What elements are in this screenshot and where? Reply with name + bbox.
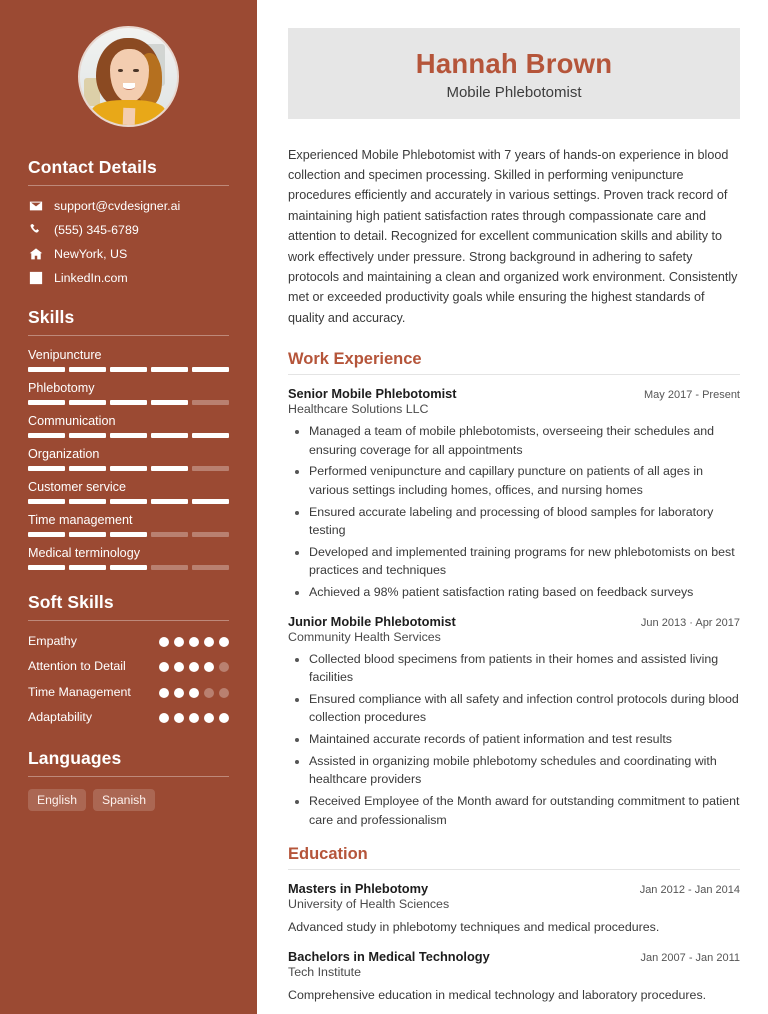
bullet-item: • Ensured accurate labeling and processing of blood samples for laboratory testing [309, 503, 740, 540]
skill-item [28, 414, 229, 438]
divider [28, 620, 229, 621]
entry-description: Advanced study in phlebotomy techniques and medical procedures. [288, 920, 660, 935]
entry-header [288, 949, 740, 964]
contact-location-label: NewYork, US [54, 246, 128, 261]
skill-bar-segment [192, 466, 229, 471]
envelope-icon [28, 198, 43, 213]
skill-bar-segment [192, 532, 229, 537]
rating-dot [159, 713, 169, 723]
skill-bar-segment [28, 433, 65, 438]
work-experience-list [288, 386, 740, 829]
contact-item-email[interactable] [28, 198, 229, 213]
skill-bar-segment [151, 499, 188, 504]
avatar [78, 26, 179, 127]
contact-phone-label: (555) 345-6789 [54, 222, 139, 237]
skill-level-bar [28, 565, 229, 570]
language-tag: Spanish [93, 789, 155, 811]
divider [28, 185, 229, 186]
bullet-item: • Collected blood specimens from patients in their homes and assisted living facilities [309, 650, 740, 687]
skill-bar-segment [28, 499, 65, 504]
skill-bar-segment [110, 499, 147, 504]
skill-level-bar [28, 367, 229, 372]
avatar-container [28, 26, 229, 127]
soft-skill-item [28, 633, 229, 649]
rating-dot [189, 688, 199, 698]
skill-bar-segment [192, 367, 229, 372]
skill-bar-segment [28, 400, 65, 405]
soft-skill-label: Attention to Detail [28, 659, 126, 674]
skill-bar-segment [192, 499, 229, 504]
home-icon [28, 246, 43, 261]
contact-details-heading: Contact Details [28, 157, 157, 177]
contact-details-block [28, 157, 229, 285]
rating-dot [219, 662, 229, 672]
soft-skill-item [28, 658, 229, 674]
page-title: Hannah Brown [415, 48, 613, 79]
linkedin-icon [28, 270, 43, 285]
skill-bar-segment [110, 367, 147, 372]
entry-title: Junior Mobile Phlebotomist [288, 613, 456, 629]
soft-skills-block [28, 592, 229, 726]
divider [28, 776, 229, 777]
skill-label: Phlebotomy [28, 381, 95, 395]
rating-dot [189, 637, 199, 647]
name-card [288, 28, 740, 119]
skill-bar-segment [69, 565, 106, 570]
skill-level-bar [28, 400, 229, 405]
skill-label: Time management [28, 513, 133, 527]
skill-item [28, 480, 229, 504]
bullet-item: • Achieved a 98% patient satisfaction rating based on feedback surveys [309, 583, 740, 602]
soft-skill-label: Adaptability [28, 710, 93, 725]
soft-skill-rating [159, 709, 229, 723]
work-experience-heading: Work Experience [288, 350, 422, 369]
photo-eye-right [133, 69, 138, 72]
skill-label: Medical terminology [28, 546, 140, 560]
entry-organization: Community Health Services [288, 629, 441, 644]
skill-item [28, 447, 229, 471]
skill-bar-segment [69, 367, 106, 372]
bullet-item: • Ensured compliance with all safety and infection control protocols during blood collection procedures [309, 690, 740, 727]
skill-bar-segment [28, 466, 65, 471]
divider [28, 335, 229, 336]
entry-description: Comprehensive education in medical technology and laboratory procedures. [288, 988, 707, 1003]
soft-skills-list [28, 633, 229, 726]
rating-dot [219, 688, 229, 698]
skill-level-bar [28, 466, 229, 471]
skill-item [28, 513, 229, 537]
entry-date: Jan 2012 - Jan 2014 [639, 884, 740, 897]
skill-label: Communication [28, 414, 116, 428]
skill-bar-segment [69, 400, 106, 405]
skill-bar-segment [151, 565, 188, 570]
entry-date: Jan 2007 - Jan 2011 [640, 952, 740, 965]
skill-bar-segment [110, 565, 147, 570]
entry-date: May 2017 - Present [644, 389, 740, 402]
bullet-item: • Received Employee of the Month award for outstanding commitment to patient care and professionalism [309, 792, 740, 829]
education-section [288, 845, 740, 1005]
rating-dot [219, 637, 229, 647]
bullet-item: • Assisted in organizing mobile phlebotomy schedules and coordinating with healthcare providers [309, 752, 740, 789]
skill-bar-segment [69, 466, 106, 471]
entry-bullet-list [288, 650, 740, 829]
skill-bar-segment [28, 532, 65, 537]
soft-skill-rating [159, 684, 229, 698]
job-title: Mobile Phlebotomist [446, 83, 582, 101]
rating-dot [159, 637, 169, 647]
rating-dot [174, 637, 184, 647]
skill-bar-segment [110, 400, 147, 405]
skill-label: Organization [28, 447, 100, 461]
bullet-item: • Maintained accurate records of patient information and test results [309, 730, 740, 749]
skill-bar-segment [151, 367, 188, 372]
skill-label: Venipuncture [28, 348, 102, 362]
photo-collar [122, 107, 134, 125]
bullet-item: • Developed and implemented training programs for new phlebotomists on best practices and techniques [309, 543, 740, 580]
rating-dot [189, 662, 199, 672]
entry-title: Senior Mobile Phlebotomist [288, 386, 457, 402]
soft-skill-rating [159, 658, 229, 672]
skill-bar-segment [28, 565, 65, 570]
rating-dot [174, 688, 184, 698]
skill-bar-segment [110, 532, 147, 537]
education-list [288, 881, 740, 1005]
rating-dot [204, 713, 214, 723]
sidebar [0, 0, 257, 1014]
main-content [257, 0, 768, 1014]
contact-email-label: support@cvdesigner.ai [54, 198, 181, 213]
rating-dot [204, 637, 214, 647]
rating-dot [174, 662, 184, 672]
skill-level-bar [28, 532, 229, 537]
skill-bar-segment [151, 532, 188, 537]
entry-date: Jun 2013 · Apr 2017 [640, 616, 740, 629]
rating-dot [189, 713, 199, 723]
skill-level-bar [28, 499, 229, 504]
skills-block [28, 307, 229, 570]
contact-item-linkedin[interactable] [28, 270, 229, 285]
skill-bar-segment [110, 466, 147, 471]
language-tag: English [28, 789, 86, 811]
soft-skill-label: Empathy [28, 634, 77, 648]
skill-bar-segment [192, 565, 229, 570]
bullet-item: • Managed a team of mobile phlebotomists, overseeing their schedules and ensuring coverage for all appointments [309, 422, 740, 459]
skill-bar-segment [69, 499, 106, 504]
divider [288, 374, 740, 375]
skill-item [28, 381, 229, 405]
skills-list [28, 348, 229, 570]
skill-level-bar [28, 433, 229, 438]
soft-skill-rating [159, 633, 229, 647]
skill-item [28, 348, 229, 372]
entry-header [288, 614, 740, 629]
soft-skills-heading: Soft Skills [28, 592, 114, 612]
entry-organization: University of Health Sciences [288, 897, 450, 912]
rating-dot [204, 662, 214, 672]
skill-bar-segment [110, 433, 147, 438]
entry-title: Bachelors in Medical Technology [288, 949, 490, 965]
skills-heading: Skills [28, 307, 75, 327]
soft-skill-item [28, 684, 229, 700]
soft-skill-label: Time Management [28, 684, 131, 699]
rating-dot [159, 688, 169, 698]
languages-list [28, 789, 229, 811]
skill-bar-segment [192, 400, 229, 405]
skill-bar-segment [69, 433, 106, 438]
rating-dot [159, 662, 169, 672]
entry-header [288, 881, 740, 896]
resume-entry [288, 949, 740, 1005]
skill-item [28, 546, 229, 570]
languages-block [28, 748, 229, 811]
soft-skill-item [28, 709, 229, 725]
rating-dot [174, 713, 184, 723]
professional-summary: Experienced Mobile Phlebotomist with 7 years of hands-on experience in blood collection and specimen processing. Skilled in performing venipuncture procedures efficiently and accurately in various settings. Proven track record of maintaining high patient satisfaction rates through compassionate care and attention to detail. Recognized for excellent communication skills and ability to work effectively under pressure. Strong background in adhering to safety protocols and maintaining a clean and organized work environment. Consistently met or exceeded productivity goals while ensuring the highest standards of quality and accuracy. [288, 147, 738, 325]
bullet-item: • Performed venipuncture and capillary puncture on patients of all ages in various settings including homes, offices, and nursing homes [309, 462, 740, 499]
work-experience-section [288, 350, 740, 829]
skill-bar-segment [192, 433, 229, 438]
resume-entry [288, 386, 740, 601]
skill-bar-segment [151, 433, 188, 438]
entry-bullet-list [288, 422, 740, 601]
skill-bar-segment [151, 466, 188, 471]
resume-entry [288, 614, 740, 829]
divider [288, 869, 740, 870]
skill-bar-segment [151, 400, 188, 405]
entry-title: Masters in Phlebotomy [288, 881, 429, 897]
resume-entry [288, 881, 740, 937]
contact-linkedin-label: LinkedIn.com [54, 270, 128, 285]
contact-item-location[interactable] [28, 246, 229, 261]
phone-icon [28, 222, 43, 237]
skill-label: Customer service [28, 480, 126, 494]
entry-organization: Tech Institute [288, 965, 362, 980]
skill-bar-segment [69, 532, 106, 537]
entry-organization: Healthcare Solutions LLC [288, 402, 429, 417]
skill-bar-segment [28, 367, 65, 372]
rating-dot [204, 688, 214, 698]
entry-header [288, 386, 740, 401]
languages-heading: Languages [28, 747, 122, 768]
education-heading: Education [288, 845, 368, 864]
rating-dot [219, 713, 229, 723]
contact-item-phone[interactable] [28, 222, 229, 237]
